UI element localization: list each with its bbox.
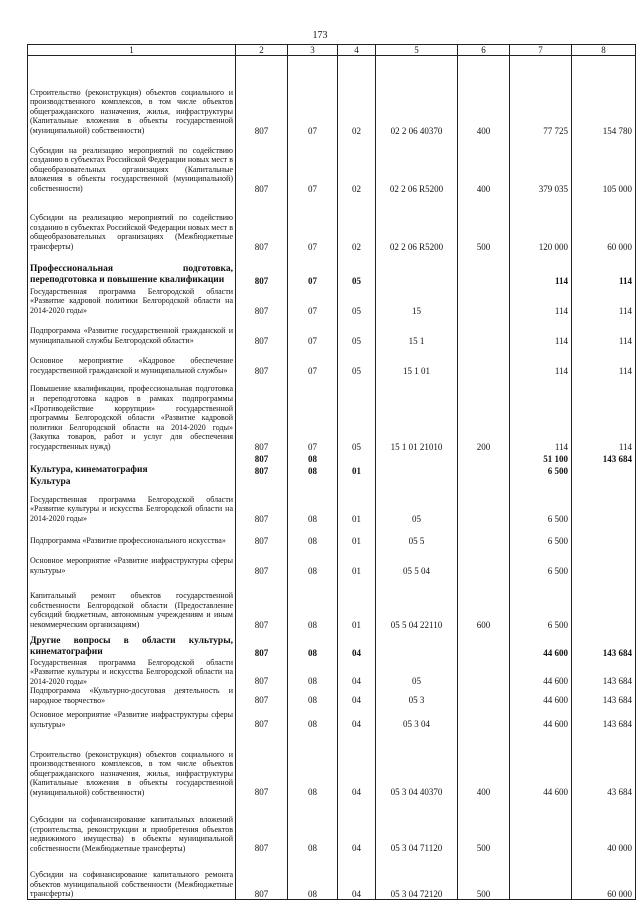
table-body [28,56,636,900]
amount-col-8 [572,476,636,488]
code-col-5: 05 5 04 [376,546,458,576]
code-col-4: 05 [338,252,376,286]
row-description: Другие вопросы в области культуры, кинематографии [28,630,236,658]
amount-col-7: 77 725 [510,56,572,136]
table-row [28,464,636,476]
amount-col-7: 114 [510,252,572,286]
code-col-4: 04 [338,729,376,797]
amount-col-7: 44 600 [510,630,572,658]
code-col-3: 07 [288,346,338,376]
code-col-6: 500 [458,853,510,899]
row-description: Основное мероприятие «Развитие инфраструктуры сферы культуры» [28,546,236,576]
code-col-2: 807 [236,853,288,899]
table-row [28,705,636,729]
budget-table [27,44,636,900]
code-col-4: 02 [338,136,376,194]
table-row [28,686,636,705]
table-row [28,524,636,546]
code-col-3: 08 [288,524,338,546]
code-col-5: 15 1 01 [376,346,458,376]
column-header: 1 [28,45,236,56]
amount-col-8: 114 [572,376,636,452]
table-row [28,797,636,853]
column-header: 7 [510,45,572,56]
code-col-4 [338,476,376,488]
code-col-5: 05 3 [376,686,458,705]
code-col-3: 08 [288,576,338,630]
amount-col-8: 43 684 [572,729,636,797]
column-header: 3 [288,45,338,56]
code-col-6: 400 [458,729,510,797]
code-col-2: 807 [236,488,288,524]
amount-col-7: 6 500 [510,546,572,576]
code-col-2: 807 [236,658,288,687]
code-col-4: 04 [338,705,376,729]
code-col-2: 807 [236,376,288,452]
code-col-2 [236,476,288,488]
code-col-6: 500 [458,194,510,252]
code-col-6 [458,705,510,729]
code-col-6 [458,252,510,286]
amount-col-7: 44 600 [510,705,572,729]
code-col-5: 05 5 04 22110 [376,576,458,630]
code-col-4: 02 [338,194,376,252]
row-description: Капитальный ремонт объектов государственной собственности Белгородской области (Предоставление субсидий бюджетным, автономным учреждениям и иным некоммерческим организациям) [28,576,236,630]
code-col-6 [458,546,510,576]
table-row [28,488,636,524]
code-col-5: 05 3 04 [376,705,458,729]
table-row [28,658,636,687]
row-description: Государственная программа Белгородской области «Развитие культуры и искусства Белгородской области на 2014-2020 годы» [28,488,236,524]
code-col-6 [458,488,510,524]
code-col-2: 807 [236,346,288,376]
code-col-5: 05 3 04 72120 [376,853,458,899]
code-col-4: 01 [338,524,376,546]
code-col-4: 05 [338,316,376,346]
table-row [28,576,636,630]
code-col-4: 01 [338,546,376,576]
code-col-5: 05 3 04 71120 [376,797,458,853]
code-col-6 [458,346,510,376]
row-description: Культура [28,476,236,488]
code-col-4: 05 [338,286,376,316]
amount-col-7: 379 035 [510,136,572,194]
amount-col-8 [572,464,636,476]
table-row [28,346,636,376]
code-col-4: 04 [338,658,376,687]
code-col-2: 807 [236,252,288,286]
code-col-6 [458,524,510,546]
code-col-6 [458,658,510,687]
code-col-3: 08 [288,797,338,853]
code-col-2: 807 [236,464,288,476]
amount-col-8: 143 684 [572,658,636,687]
code-col-2: 807 [236,194,288,252]
amount-col-8 [572,546,636,576]
row-description: Строительство (реконструкция) объектов социального и производственного комплексов, в том числе объектов общегражданского назначения, жилья, инфраструктуры (Капитальные вложения в объекты государственной (муниципальной) собственности) [28,56,236,136]
row-description: Культура, кинематография [28,464,236,476]
code-col-3: 08 [288,488,338,524]
column-header: 5 [376,45,458,56]
code-col-3: 07 [288,376,338,452]
code-col-4: 02 [338,56,376,136]
code-col-2: 807 [236,686,288,705]
amount-col-8: 114 [572,252,636,286]
amount-col-7: 44 600 [510,686,572,705]
code-col-5: 15 1 01 21010 [376,376,458,452]
code-col-3: 08 [288,729,338,797]
code-col-3: 08 [288,452,338,464]
row-description: Подпрограмма «Развитие профессионального искусства» [28,524,236,546]
row-description: Повышение квалификации, профессиональная подготовка и переподготовка кадров в рамках подпрограммы «Противодействие коррупции» государственной программы Белгородской области «Развитие кадровой политики Белгородской области на 2014-2020 годы» (Закупка товаров, работ и услуг для обеспечения государственных нужд) [28,376,236,452]
amount-col-8: 143 684 [572,705,636,729]
code-col-4: 04 [338,686,376,705]
row-description [28,452,236,464]
code-col-2: 807 [236,630,288,658]
code-col-6 [458,476,510,488]
code-col-5: 05 [376,488,458,524]
code-col-5: 15 [376,286,458,316]
amount-col-7: 51 100 [510,452,572,464]
code-col-5: 05 [376,658,458,687]
code-col-3: 08 [288,464,338,476]
code-col-2: 807 [236,452,288,464]
code-col-3: 07 [288,136,338,194]
code-col-5 [376,252,458,286]
code-col-4: 05 [338,346,376,376]
code-col-6: 200 [458,376,510,452]
row-description: Основное мероприятие «Развитие инфраструктуры сферы культуры» [28,705,236,729]
row-description: Субсидии на софинансирование капитального ремонта объектов муниципальной собственности (Межбюджетные трансферты) [28,853,236,899]
code-col-2: 807 [236,316,288,346]
amount-col-8: 60 000 [572,853,636,899]
code-col-3: 08 [288,546,338,576]
code-col-3: 08 [288,658,338,687]
table-row [28,729,636,797]
code-col-5 [376,630,458,658]
code-col-6 [458,316,510,346]
row-description: Основное мероприятие «Кадровое обеспечение государственной гражданской и муниципальной службы» [28,346,236,376]
table-row [28,136,636,194]
code-col-2: 807 [236,546,288,576]
code-col-5: 02 2 06 40370 [376,56,458,136]
code-col-6 [458,286,510,316]
amount-col-8: 114 [572,286,636,316]
code-col-4: 01 [338,464,376,476]
amount-col-7: 114 [510,286,572,316]
table-row [28,630,636,658]
row-description: Субсидии на софинансирование капитальных вложений (строительства, реконструкции и приобретения объектов недвижимого имущества) в объекты муниципальной собственности (Межбюджетные трансферты) [28,797,236,853]
row-description: Строительство (реконструкция) объектов социального и производственного комплексов, в том числе объектов общегражданского назначения, жилья, инфраструктуры (Капитальные вложения в объекты государственной (муниципальной) собственности) [28,729,236,797]
table-row [28,476,636,488]
amount-col-7: 44 600 [510,658,572,687]
code-col-3: 08 [288,686,338,705]
amount-col-8: 114 [572,316,636,346]
amount-col-7 [510,476,572,488]
amount-col-8: 143 684 [572,686,636,705]
row-description: Субсидии на реализацию мероприятий по содействию созданию в субъектах Российской Федерации новых мест в общеобразовательных организациях (Капитальные вложения в объекты государственной (муниципальной) собственности) [28,136,236,194]
code-col-5 [376,452,458,464]
amount-col-7: 114 [510,346,572,376]
amount-col-7: 114 [510,376,572,452]
code-col-3: 07 [288,316,338,346]
table-row [28,316,636,346]
code-col-2: 807 [236,136,288,194]
row-description: Подпрограмма «Культурно-досуговая деятельность и народное творчество» [28,686,236,705]
amount-col-8: 40 000 [572,797,636,853]
amount-col-7: 6 500 [510,576,572,630]
code-col-4: 01 [338,576,376,630]
code-col-5: 02 2 06 R5200 [376,136,458,194]
code-col-5: 15 1 [376,316,458,346]
amount-col-7: 6 500 [510,488,572,524]
row-description: Субсидии на реализацию мероприятий по содействию созданию в субъектах Российской Федерации новых мест в общеобразовательных организациях (Межбюджетные трансферты) [28,194,236,252]
amount-col-7: 114 [510,316,572,346]
table-row [28,546,636,576]
amount-col-8 [572,576,636,630]
code-col-5 [376,464,458,476]
column-header: 2 [236,45,288,56]
code-col-6: 400 [458,136,510,194]
code-col-3: 07 [288,194,338,252]
code-col-2: 807 [236,286,288,316]
column-header: 8 [572,45,636,56]
amount-col-7 [510,853,572,899]
code-col-4: 04 [338,630,376,658]
column-header: 6 [458,45,510,56]
table-row [28,252,636,286]
code-col-3: 08 [288,853,338,899]
code-col-5: 05 3 04 40370 [376,729,458,797]
code-col-4 [338,452,376,464]
code-col-3: 07 [288,286,338,316]
table-row [28,452,636,464]
code-col-4: 04 [338,797,376,853]
code-col-6 [458,630,510,658]
amount-col-8: 114 [572,346,636,376]
code-col-6 [458,464,510,476]
amount-col-7 [510,797,572,853]
table-row [28,56,636,136]
row-description: Государственная программа Белгородской области «Развитие культуры и искусства Белгородской области на 2014-2020 годы» [28,658,236,687]
amount-col-8: 105 000 [572,136,636,194]
row-description: Государственная программа Белгородской области «Развитие кадровой политики Белгородской области на 2014-2020 годы» [28,286,236,316]
amount-col-7: 120 000 [510,194,572,252]
header-row [28,45,636,56]
code-col-4: 05 [338,376,376,452]
amount-col-8 [572,488,636,524]
code-col-6: 400 [458,56,510,136]
code-col-3: 07 [288,252,338,286]
row-description: Профессиональная подготовка, переподготовка и повышение квалификации [28,252,236,286]
code-col-6 [458,686,510,705]
code-col-5 [376,476,458,488]
code-col-6: 500 [458,797,510,853]
table-row [28,853,636,899]
amount-col-8: 60 000 [572,194,636,252]
code-col-3: 08 [288,630,338,658]
code-col-2: 807 [236,524,288,546]
code-col-6: 600 [458,576,510,630]
code-col-3: 08 [288,705,338,729]
code-col-2: 807 [236,797,288,853]
code-col-2: 807 [236,56,288,136]
amount-col-8: 143 684 [572,630,636,658]
code-col-2: 807 [236,705,288,729]
row-description: Подпрограмма «Развитие государственной гражданской и муниципальной службы Белгородской области» [28,316,236,346]
column-header: 4 [338,45,376,56]
code-col-5: 05 5 [376,524,458,546]
table-row [28,194,636,252]
code-col-4: 04 [338,853,376,899]
code-col-2: 807 [236,576,288,630]
amount-col-7: 6 500 [510,524,572,546]
code-col-3: 07 [288,56,338,136]
amount-col-7: 44 600 [510,729,572,797]
table-row [28,286,636,316]
code-col-2: 807 [236,729,288,797]
code-col-3 [288,476,338,488]
code-col-5: 02 2 06 R5200 [376,194,458,252]
amount-col-8 [572,524,636,546]
table-row [28,376,636,452]
page-number: 173 [312,30,328,41]
amount-col-7: 6 500 [510,464,572,476]
amount-col-8: 143 684 [572,452,636,464]
code-col-6 [458,452,510,464]
amount-col-8: 154 780 [572,56,636,136]
code-col-4: 01 [338,488,376,524]
